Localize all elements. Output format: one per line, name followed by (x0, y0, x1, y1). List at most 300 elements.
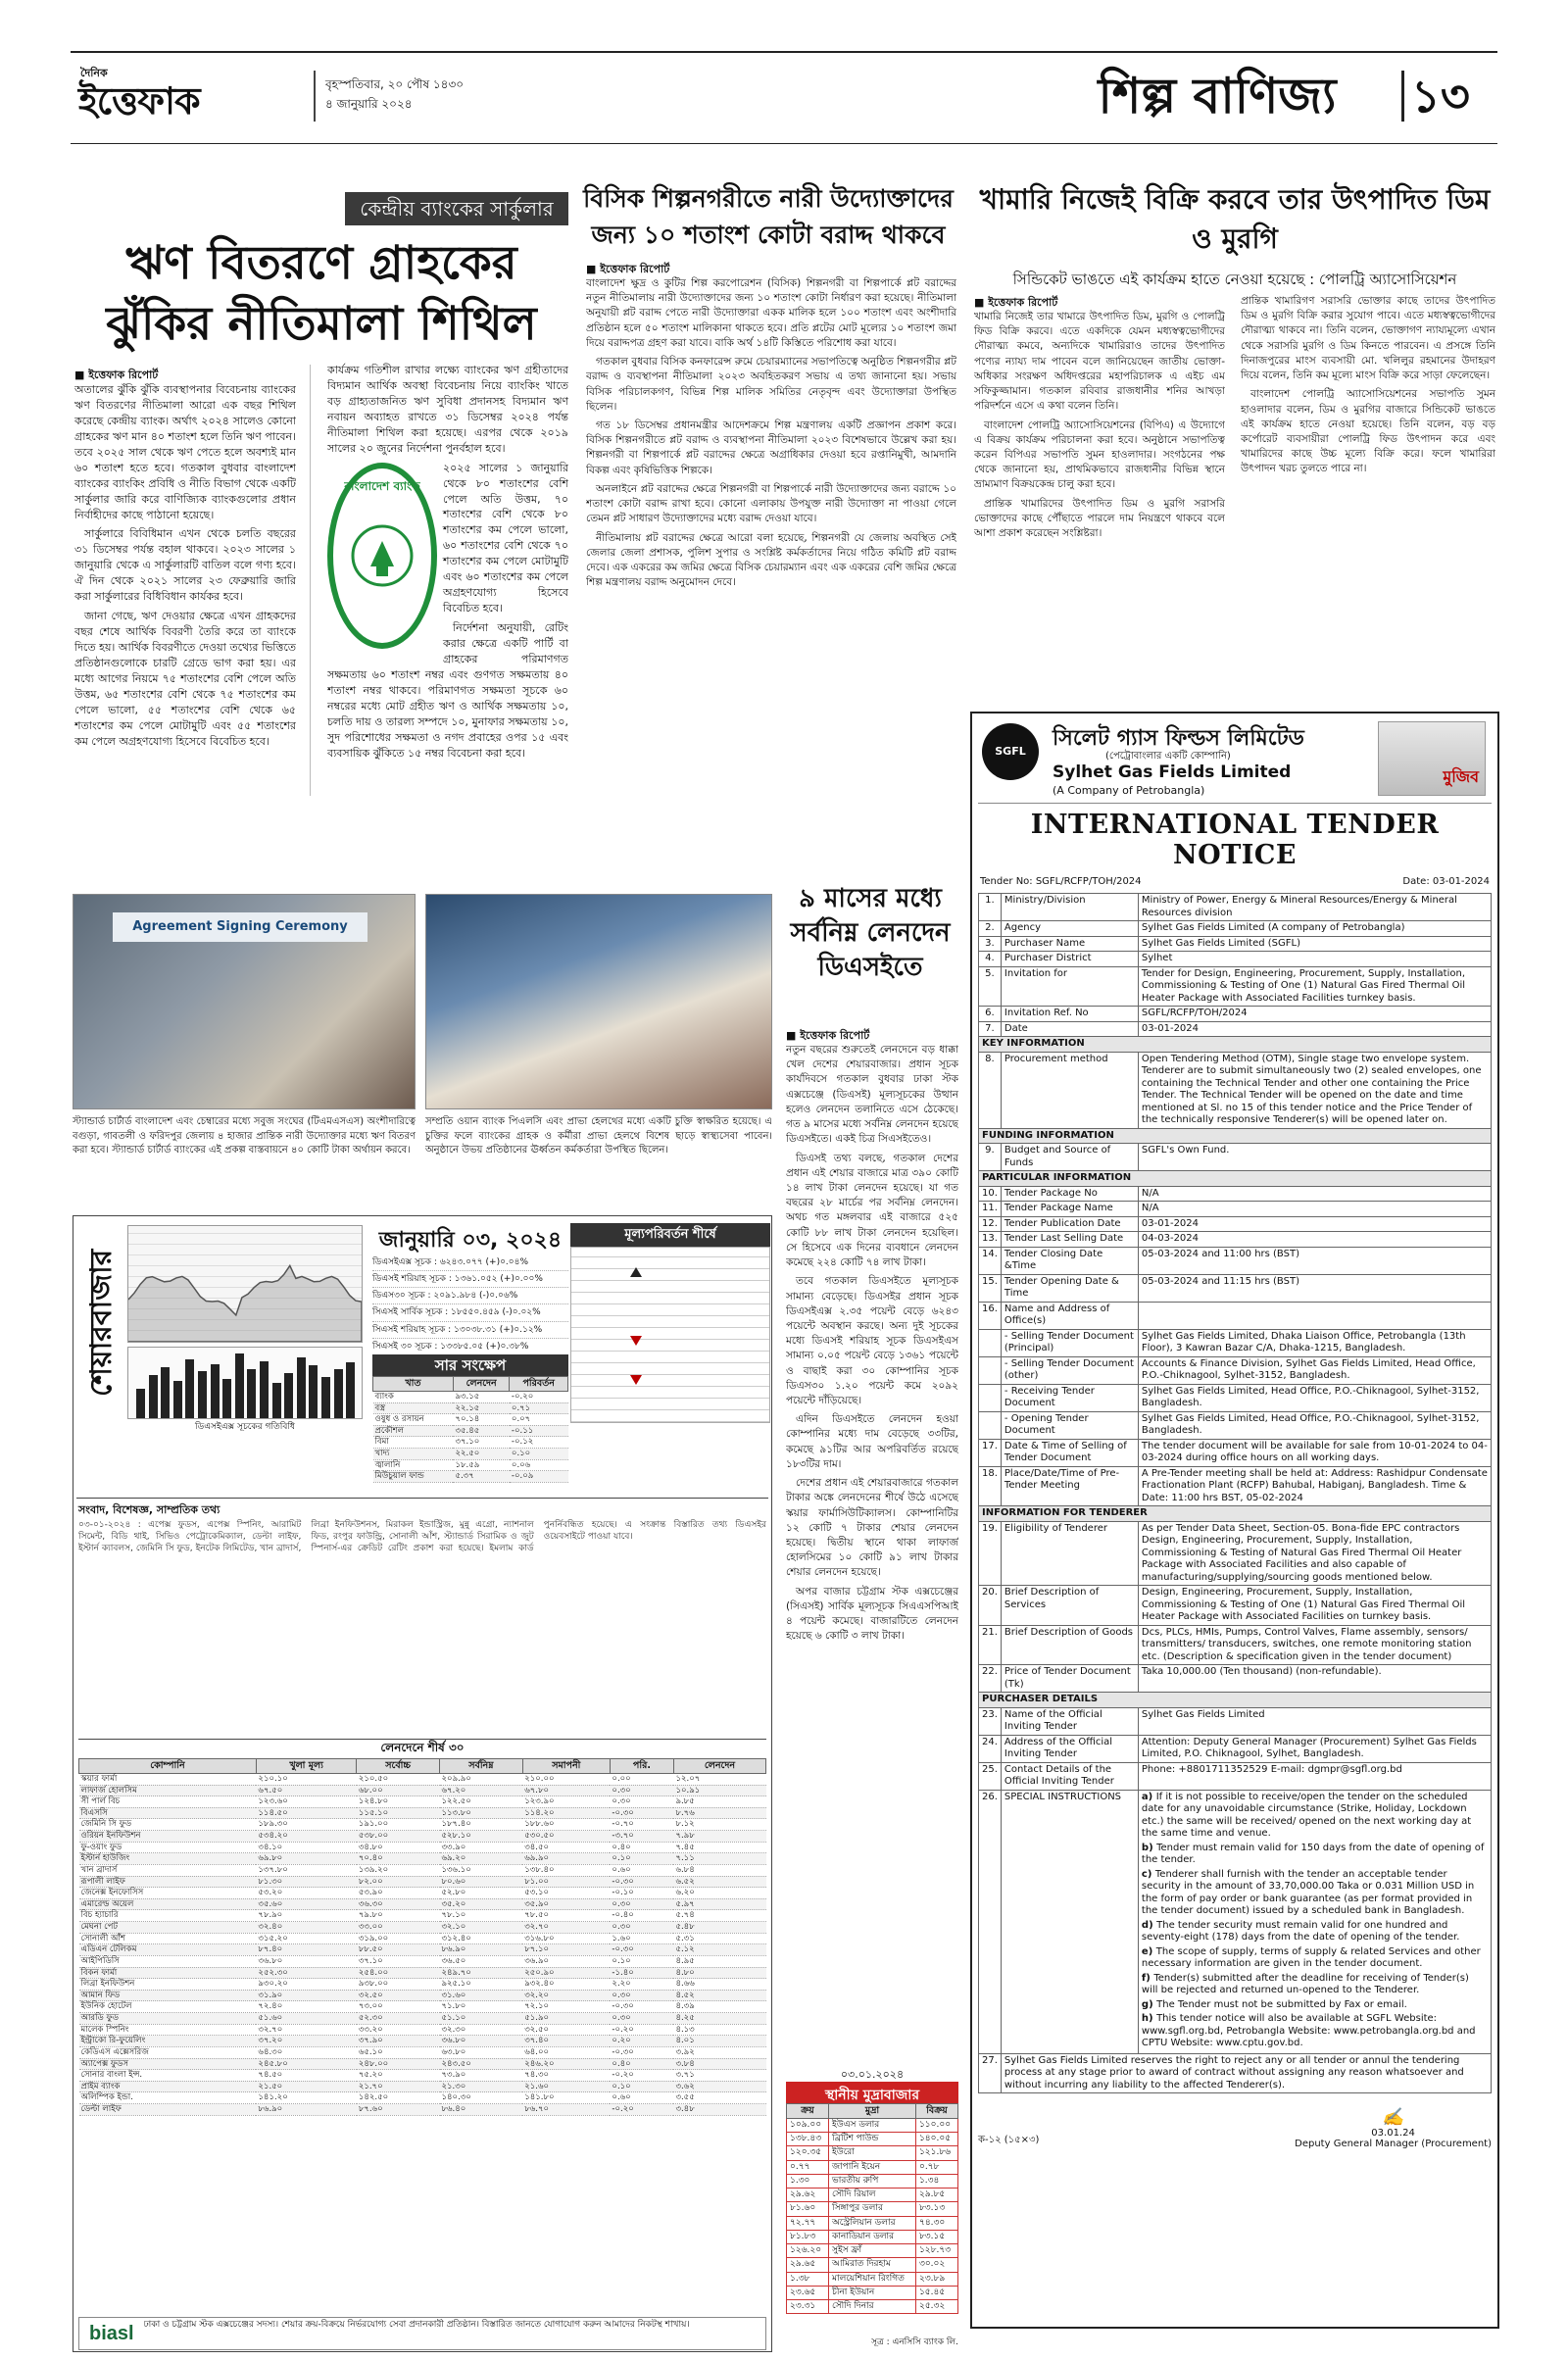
top30-cell: ৫১.৬০ (256, 2013, 356, 2025)
tender-row (979, 1735, 1492, 1762)
top30-cell: ০.৪০ (610, 1842, 673, 1853)
top30-cell: এমারেল্ড অয়েল (79, 1898, 257, 1910)
up-arrow-icon (630, 1267, 642, 1277)
top30-cell: ৩৫.২০ (440, 1898, 523, 1910)
top30-cell: বিচ হ্যাচারি (79, 1910, 257, 1922)
article2-para: গত ১৮ ডিসেম্বর প্রধানমন্ত্রীর আদেশক্রমে শিল্প মন্ত্রণালয় একটি প্রজ্ঞাপন প্রকাশ করে। বিসিক শিল্পনগরীতে প্লট বরাদ্দ ও ব্যবস্থাপনা নীতিমালা ২০২৩ বিশেষভাবে উল্লেখ করা হয়। শিল্পনগরী বা শিল্পপার্কে প্লট বরাদ্দের ক্ষেত্রে অগ্রাধিকার দেওয়া হবে রপ্তানিমুখী, আমদানি বিকল্প এবং কৃষিভিত্তিক শিল্পকে। (586, 418, 956, 476)
sector-cell: -০.১২ (510, 1437, 568, 1449)
table-row (79, 2024, 766, 2036)
top30-cell: ৩.৯২ (673, 2046, 765, 2058)
photo-one-bank (425, 894, 772, 1109)
top30-cell: ৬৯.৮০ (256, 1853, 356, 1865)
tender-row-value: Sylhet Gas Fields Limited (A company of Petrobangla) (1138, 921, 1491, 937)
currency-cell: অস্ট্রেলিয়ান ডলার (829, 2216, 916, 2230)
chart-caption: ডিএসইএক্স সূচকের গতিবিধি (195, 1422, 295, 1432)
dsex-volume-bars (127, 1347, 363, 1419)
sector-cell: ০.০৬ (510, 1459, 568, 1471)
sector-row (373, 1402, 568, 1414)
top30-cell: ১৪১.২০ (256, 2092, 356, 2104)
tender-row-number: 11. (979, 1202, 1002, 1217)
page-number: ১৩ (1411, 70, 1470, 123)
top30-cell: ৩২.৭০ (256, 2024, 356, 2036)
currency-cell: ১৫.৪৫ (915, 2286, 957, 2299)
biasl-logo: biasl (89, 2322, 134, 2344)
tender-row-value: Sylhet Gas Fields Limited (1138, 1707, 1491, 1735)
sector-row (373, 1459, 568, 1471)
tender-row (979, 1232, 1492, 1248)
currency-cell: ৮১.৮৩ (787, 2230, 829, 2243)
top30-cell: ৩২.৫০ (522, 2024, 610, 2036)
volume-bar (173, 1381, 182, 1418)
top30-cell: ০.০০ (610, 1773, 673, 1785)
special-instruction-text: Tender(s) submitted after the deadline for receiving of Tender(s) will be rejected and returned un-opened to the Tenderer. (1141, 1972, 1469, 1995)
sector-cell: বিমা (373, 1437, 454, 1449)
tender-row-number (979, 1329, 1002, 1356)
top30-cell: ১৯১.০০ (357, 1819, 440, 1831)
local-market-table (786, 2103, 958, 2335)
table-row (79, 1898, 766, 1910)
top30-cell: ০.৩০ (610, 1785, 673, 1796)
currency-row (787, 2160, 958, 2174)
tender-row-number: 3. (979, 936, 1002, 952)
currency-row (787, 2272, 958, 2286)
currency-cell: ব্রিটিশ পাউন্ড (829, 2133, 916, 2146)
dse-para: দেশের প্রধান এই শেয়ারবাজারে গতকাল টাকার অঙ্কে লেনদেনের শীর্ষে উঠে এসেছে স্কয়ার ফার্মাসিউটিক্যালস। কোম্পানিটির ১২ কোটি ৭ টাকার শেয়ার লেনদেন হয়েছে। দ্বিতীয় স্থানে থাকা লাফার্জ হোলসিমের ১০ কোটি ৯১ লাখ টাকার শেয়ার লেনদেন হয়েছে। (786, 1477, 958, 1579)
sector-cell: ৩৫.৪৫ (453, 1425, 509, 1437)
top30-cell: ৫.৭৪ (673, 1910, 765, 1922)
top30-cell: ৪.২৫ (673, 2013, 765, 2025)
volume-bar (149, 1375, 158, 1418)
top30-cell: ৩১.৬০ (440, 1990, 523, 2001)
tender-row-label: Contact Details of the Official Inviting Tender (1001, 1762, 1138, 1790)
top30-cell: ৩১৯.০০ (357, 1933, 440, 1944)
tender-row-value: The tender document will be available for sale from 10-01-2024 to 04-03-2024 during office hours on all working days. (1138, 1439, 1491, 1466)
sector-cell: মিউচুয়াল ফান্ড (373, 1471, 454, 1483)
special-instruction-key: d) (1141, 1919, 1157, 1931)
table-row (79, 2001, 766, 2013)
tender-row-value: 03-01-2024 (1138, 1216, 1491, 1232)
article2-para: নীতিমালায় প্লট বরাদ্দের ক্ষেত্রে আরো বলা হয়েছে, শিল্পনগরী যে জেলায় অবস্থিত সেই জেলার জেলা প্রশাসক, পুলিশ সুপার ও সংশ্লিষ্ট কর্মকর্তাদের নিয়ে গঠিত কমিটি প্লট বরাদ্দ দেবে। এক একরের কম জমির ক্ষেত্রে বিসিক চেয়ারম্যান এবং এক একরের বেশি জমির ক্ষেত্রে শিল্প মন্ত্রণালয় বরাদ্দ অনুমোদন দেবে। (586, 531, 956, 589)
currency-cell: ২৯.৬২ (787, 2189, 829, 2202)
tender-row (979, 1411, 1492, 1439)
special-instruction (1142, 1792, 1488, 1841)
mujib-emblem (1378, 721, 1486, 796)
article3-para: খামারি নিজেই তার খামারে উৎপাদিত ডিম, মুরগি ও পোলট্রি ফিড বিক্রি করবে। এতে একদিকে যেমন মধ্যস্বত্বভোগীদের দৌরাত্ম্য কমবে, অন্যদিকে খামারিরাও তাদের উৎপাদিত পণ্যের ন্যায্য দাম পাবেন বলে জানিয়েছেন জাতীয় ভোক্তা-অধিকার সংরক্ষণ অধিদপ্তরের মহাপরিচালক এ এইচ এম সফিকুজ্জামান। গতকাল রবিবার রাজধানীর শনির আখড়া পরিদর্শনে এসে এ কথা বলেন তিনি। (974, 311, 1225, 413)
tender-row-label: Budget and Source of Funds (1001, 1144, 1138, 1171)
sector-header-cell: লেনদেন (453, 1377, 509, 1392)
article1-col1 (74, 382, 296, 804)
company-sub-bn: (পেট্রোবাংলার একটি কোম্পানি) (1105, 751, 1231, 762)
currency-cell: ১৪০.০৫ (915, 2133, 957, 2146)
top30-cell: ৫৩০.৫০ (522, 1831, 610, 1843)
currency-row (787, 2258, 958, 2272)
sector-row (373, 1449, 568, 1460)
tender-row (979, 1625, 1492, 1665)
tender-section (979, 1506, 1492, 1522)
index-row: ডিএসই শরিয়াহ সূচক : ১৩৬১.০৫২ (+)০.০০% (372, 1271, 568, 1288)
table-row (79, 1807, 766, 1819)
dse-para: ডিএসই তথ্য বলছে, গতকাল দেশের প্রধান এই শেয়ার বাজারে মাত্র ৩৯০ কোটি ১৪ লাখ টাকা লেনদেন হয়েছে। যা গত বছরের ২৮ মার্চের পর সর্বনিম্ন লেনদেন। অথচ গত মঙ্গলবার এই বাজারে ৫২৫ কোটি ৮৮ লাখ টাকা লেনদেন হয়েছিল। সে হিসেবে এক দিনের ব্যবধানে লেনদেন কমেছে ২২৪ কোটি ৭৪ লাখ টাকা। (786, 1152, 958, 1269)
market-rule (76, 1498, 768, 1499)
tender-row-number: 26. (979, 1790, 1002, 2053)
table-row (79, 1990, 766, 2001)
logo-small: দৈনিক (80, 67, 108, 79)
volume-bar (334, 1369, 343, 1418)
top30-cell: ৮৬.৪০ (440, 2104, 523, 2116)
top30-cell: ০.১০ (610, 2081, 673, 2092)
top30-cell: ৩৭.২০ (256, 2036, 356, 2047)
top30-cell: ০.১০ (610, 1853, 673, 1865)
tender-table (978, 893, 1492, 2093)
top30-cell: ৩৪.৫০ (522, 1842, 610, 1853)
currency-row (787, 2174, 958, 2188)
top30-cell: ৩৫.৬০ (256, 1898, 356, 1910)
top30-cell: ৩২.৫০ (357, 1990, 440, 2001)
currency-row (787, 2216, 958, 2230)
tender-row-value (1138, 1302, 1491, 1329)
top30-cell: ফু-ওয়াং ফুড (79, 1842, 257, 1853)
top30-cell: ৯৩৮.০০ (357, 1979, 440, 1991)
sector-cell: খাদ্য (373, 1449, 454, 1460)
top30-cell: ৬৯.৯০ (522, 1853, 610, 1865)
top30-cell: ইস্টার্ন হাউজিং (79, 1853, 257, 1865)
top30-cell: ৭৪.৫০ (256, 2070, 356, 2082)
top30-cell: ২৪৩.৫০ (440, 2058, 523, 2070)
sector-cell: ওষুধ ও রসায়ন (373, 1414, 454, 1426)
special-instruction-text: The Tender must not be submitted by Fax or email. (1156, 1998, 1407, 2010)
top30-cell: ৬.৫২ (673, 1876, 765, 1888)
special-instruction-key: e) (1141, 1945, 1156, 1957)
tender-row-number: 18. (979, 1466, 1002, 1506)
top30-cell: ৮১.০০ (522, 1876, 610, 1888)
top30-cell: ৮৬.৯০ (440, 1944, 523, 1956)
currency-row (787, 2189, 958, 2202)
section-title: শিল্প বাণিজ্য (1098, 68, 1337, 124)
top30-cell: বিকন ফার্মা (79, 1967, 257, 1979)
tender-row-label: Invitation for (1001, 966, 1138, 1007)
tender-row-label: Tender Opening Date & Time (1001, 1274, 1138, 1302)
sgfl-logo: SGFL (982, 723, 1039, 780)
top30-header-cell: কোম্পানি (79, 1759, 257, 1774)
top30-header-cell: সমাপনী (522, 1759, 610, 1774)
table-row (79, 1842, 766, 1853)
tender-row-value: SGFL's Own Fund. (1138, 1144, 1491, 1171)
top30-cell: ৭৯.৮০ (357, 1910, 440, 1922)
top30-cell: ৩৬.৫০ (440, 1955, 523, 1967)
top30-cell: ২১০.১০ (256, 1773, 356, 1785)
top30-header-cell: সর্বোচ্চ (357, 1759, 440, 1774)
tender-row (979, 1439, 1492, 1466)
currency-cell: ১২৬.২০ (787, 2244, 829, 2258)
top30-cell: ২৫২.৩০ (256, 1967, 356, 1979)
top30-cell: ৫৩.১০ (522, 1888, 610, 1899)
top30-cell: ৩১২.৪০ (440, 1933, 523, 1944)
tender-row-label: Brief Description of Goods (1001, 1625, 1138, 1665)
sector-cell: ব্যাংক (373, 1391, 454, 1402)
tender-row-number: 17. (979, 1439, 1002, 1466)
table-row (79, 1888, 766, 1899)
top30-cell: ১৩৬.১০ (440, 1864, 523, 1876)
tender-row-number: 7. (979, 1021, 1002, 1037)
summary-title: সার সংক্ষেপ (372, 1354, 568, 1379)
tender-row-number: 24. (979, 1735, 1002, 1762)
index-row: ডিএসইএক্স সূচক : ৬২৪৩.০৭৭ (+)০.০৪% (372, 1254, 568, 1271)
top30-cell: ৩১৬.৮০ (522, 1933, 610, 1944)
tender-row (979, 1384, 1492, 1411)
top30-cell: ৬৮.০০ (357, 1785, 440, 1796)
tender-row (979, 1247, 1492, 1274)
top30-cell: ১১৪.২০ (522, 1807, 610, 1819)
sector-cell: প্রকৌশল (373, 1425, 454, 1437)
dsex-line-svg (128, 1226, 362, 1342)
currency-cell: ১১০.০০ (915, 2118, 957, 2132)
top30-cell: ৫.৯৭ (673, 1898, 765, 1910)
price-change-table (570, 1247, 770, 1423)
table-row (79, 1796, 766, 1808)
top30-cell: ৫১.১০ (440, 2013, 523, 2025)
top30-cell: ৪.৫২ (673, 1990, 765, 2001)
tender-row-value: Sylhet Gas Fields Limited (SGFL) (1138, 936, 1491, 952)
tender-row (979, 1329, 1492, 1356)
tender-row-number (979, 1356, 1002, 1384)
tender-row (979, 966, 1492, 1007)
top30-cell: সী পার্ল বিচ (79, 1796, 257, 1808)
top30-cell: ২৪৬.২০ (522, 2058, 610, 2070)
top30-cell: ১১৪.৫০ (256, 1807, 356, 1819)
top30-cell: ২৫০.৯০ (522, 1967, 610, 1979)
top30-cell: ৩২.১০ (440, 1922, 523, 1934)
top30-cell: -০.২০ (610, 2070, 673, 2082)
currency-cell: ২৩.৮৯ (915, 2272, 957, 2286)
sector-cell: ০.৭১ (510, 1402, 568, 1414)
currency-row (787, 2230, 958, 2243)
top30-cell: ৩৭.৪০ (522, 2036, 610, 2047)
top30-cell: ১৮৯.৩০ (256, 1819, 356, 1831)
volume-bar (198, 1371, 207, 1418)
tender-section-title: KEY INFORMATION (979, 1037, 1492, 1053)
tender-special-title: SPECIAL INSTRUCTIONS (1001, 1790, 1138, 2053)
tender-row (979, 894, 1492, 921)
top30-cell: ৩.৮৪ (673, 2058, 765, 2070)
tender-row-label: Purchaser District (1001, 952, 1138, 967)
table-row (79, 2070, 766, 2082)
top30-cell: ৮৭.১০ (522, 1944, 610, 1956)
sector-row (373, 1414, 568, 1426)
local-market-title: স্থানীয় মুদ্রাবাজার (786, 2082, 958, 2109)
table-row (79, 1853, 766, 1865)
top30-cell: ডেল্টা লাইফ (79, 2104, 257, 2116)
article1-headline: ঋণ বিতরণে গ্রাহকের ঝুঁকির নীতিমালা শিথিল (106, 236, 537, 351)
special-instruction (1142, 1973, 1488, 1997)
tender-row (979, 1052, 1492, 1128)
top30-cell: লিব্রা ইনফিউশন (79, 1979, 257, 1991)
tender-row-number: 23. (979, 1707, 1002, 1735)
top30-cell: ৮০.৬০ (440, 1876, 523, 1888)
article3-para: বাংলাদেশ পোলট্রি অ্যাসোসিয়েশনের (বিপিএ) এ উদ্যোগে এ বিক্রয় কার্যক্রম পরিচালনা করা হবে। অনুষ্ঠানে সভাপতিত্ব করেন বিপিএর সভাপতি সুমন হাওলাদার। সংগঠনের পক্ষ থেকে জানানো হয়, প্রাথমিকভাবে রাজধানীর বিভিন্ন স্থানে ভ্রাম্যমাণ বিক্রয়কেন্দ্র চালু করা হবে। (974, 418, 1225, 491)
currency-cell: ২৯.৬৫ (787, 2258, 829, 2272)
tender-row (979, 1021, 1492, 1037)
top30-cell: ৮২.০০ (357, 1876, 440, 1888)
tender-row-label: Purchaser Name (1001, 936, 1138, 952)
top30-cell: ৩২.৩০ (440, 2024, 523, 2036)
tender-row (979, 1144, 1492, 1171)
tender-row-number: 20. (979, 1586, 1002, 1626)
tender-row-label: - Opening Tender Document (1001, 1411, 1138, 1439)
tender-date: Date: 03-01-2024 (1402, 876, 1490, 887)
top30-cell: ৭৩.০০ (357, 2001, 440, 2013)
sector-cell: ১৮.৫৯ (453, 1459, 509, 1471)
top30-cell: ৮৬.৯০ (256, 2104, 356, 2116)
local-header-cell: ক্রয় (787, 2104, 829, 2119)
masthead-date (325, 74, 464, 115)
sector-cell: -০.২০ (510, 1391, 568, 1402)
sector-row (373, 1437, 568, 1449)
table-row (79, 1819, 766, 1831)
volume-bar (272, 1383, 281, 1418)
tender-row-label: Tender Package No (1001, 1186, 1138, 1202)
top30-cell: -০.৪০ (610, 1910, 673, 1922)
price-change-arrows (571, 1248, 769, 1422)
company-sub-en: (A Company of Petrobangla) (1053, 784, 1205, 797)
top30-cell: ৩৫.৯০ (522, 1898, 610, 1910)
top30-cell: ৩২.২০ (522, 1990, 610, 2001)
tender-row-number: 6. (979, 1007, 1002, 1022)
table-row (79, 1773, 766, 1785)
top30-cell: ৩৬.৮০ (256, 1955, 356, 1967)
tender-row-number: 8. (979, 1052, 1002, 1128)
tender-row (979, 921, 1492, 937)
top30-cell: ৬৭.৮০ (522, 1785, 610, 1796)
top30-cell: -০.২০ (610, 2104, 673, 2116)
top30-cell: ৩৭.১০ (357, 1955, 440, 1967)
volume-bar (309, 1365, 318, 1418)
tender-row-value: N/A (1138, 1202, 1491, 1217)
sector-cell: ২২.৫০ (453, 1449, 509, 1460)
signature-mark: ✍ (1382, 2107, 1404, 2128)
top30-cell: ০.১০ (610, 1955, 673, 1967)
top30-cell: ৯২৫.১০ (440, 1979, 523, 1991)
article2-headline: বিসিক শিল্পনগরীতে নারী উদ্যোক্তাদের জন্য ১০ শতাংশ কোটা বরাদ্দ থাকবে (583, 184, 954, 249)
currency-cell: ১২১.৮৬ (915, 2146, 957, 2160)
special-instruction (1142, 1999, 1488, 2012)
article3-para: প্রান্তিক খামারিদের উৎপাদিত ডিম ও মুরগি সরাসরি ভোক্তাদের কাছে পৌঁছাতে পারলে দাম নিয়ন্ত্রণে থাকবে বলে আশা প্রকাশ করেছেন সংশ্লিষ্টরা। (974, 497, 1225, 540)
top30-cell: ৬৩.৮০ (440, 2046, 523, 2058)
tender-row-number: 25. (979, 1762, 1002, 1790)
sector-cell: ০.০৭ (510, 1414, 568, 1426)
tender-row-label: Date (1001, 1021, 1138, 1037)
top30-cell: ৩৬.৩০ (357, 1898, 440, 1910)
dse-para: অপর বাজার চট্টগ্রাম স্টক এক্সচেঞ্জের (সিএসই) সার্বিক মূল্যসূচক সিএএসপিআই ৪ পয়েন্ট কমেছে। বাজারটিতে লেনদেন হয়েছে ৬ কোটি ৩ লাখ টাকা। (786, 1585, 958, 1643)
special-instruction-text: Tenderer shall furnish with the tender an acceptable tender security in the amount of 33,70,000.00 Taka or 0.031 Million USD in the form of pay order or bank guarantee (as per format provided in the tender document) issued by a scheduled bank in Bangladesh. (1141, 1868, 1475, 1916)
tender-row-label: Price of Tender Document (Tk) (1001, 1665, 1138, 1693)
article1-para: নির্দেশনা অনুযায়ী, রেটিং করার ক্ষেত্রে একটি পার্টি বা গ্রাহকের পরিমাণগত সক্ষমতায় ৬০ শতাংশ নম্বর এবং গুণগত সক্ষমতায় ৪০ শতাংশ নম্বর থাকবে। পরিমাণগত সক্ষমতা সূচকে ৬০ নম্বরের মধ্যে মোট গ্রহীত ঋণ ও আর্থিক সক্ষমতায় ১০, চলতি দায় ও তারল্য সম্পদে ১০, মুনাফার সক্ষমতায় ১০, সুদ পরিশোধের সক্ষমতা ও নগদ প্রবাহের ওপর ১৫ এবং ব্যবসায়িক ঝুঁকিতে ১৫ নম্বর বিবেচনা করা হবে। (327, 621, 568, 760)
top30-cell: ৭৫.২০ (357, 2070, 440, 2082)
tender-row (979, 1707, 1492, 1735)
tender-row-number: 13. (979, 1232, 1002, 1248)
article1-para: ২০২৫ সালের ১ জানুয়ারি থেকে ৮০ শতাংশের বেশি পেলে অতি উত্তম, ৭০ শতাংশের বেশি থেকে ৮০ শতাংশের কম পেলে ভালো, ৬০ শতাংশের বেশি থেকে ৭০ শতাংশের কম পেলে মোটামুটি এবং ৬০ শতাংশের কম পেলে অগ্রহণযোগ্য হিসেবে বিবেচিত হবে। (443, 461, 568, 615)
top30-cell: ০.৪০ (610, 2058, 673, 2070)
special-instruction-text: If it is not possible to receive/open the tender on the scheduled date for any unavoidable circumstance (Strike, Holiday, Lockdown etc.) the same will be received/ opened on the next working day at the same time and venue. (1141, 1791, 1472, 1839)
top30-cell: ইউনিক হোটেল (79, 2001, 257, 2013)
table-row (79, 1979, 766, 1991)
currency-cell: ১২০.৩৫ (787, 2146, 829, 2160)
top30-cell: ৫.১২ (673, 1944, 765, 1956)
top30-cell: ৬.২০ (673, 1888, 765, 1899)
top30-cell: ৯৩২.৪০ (522, 1979, 610, 1991)
tender-row-value: Attention: Deputy General Manager (Procurement) Sylhet Gas Fields Limited, P.O. Chiknagool, Sylhet, Bangladesh. (1138, 1735, 1491, 1762)
sector-row (373, 1471, 568, 1483)
volume-bar (247, 1369, 256, 1418)
market-label: শেয়ারবাজার (84, 1249, 119, 1398)
special-instruction-key: h) (1141, 2013, 1157, 2024)
article3-col1 (974, 310, 1225, 702)
tender-row-value: 03-01-2024 (1138, 1021, 1491, 1037)
top30-cell: ৬৪.৩০ (256, 2046, 356, 2058)
top30-cell: ১২২.৫০ (440, 1796, 523, 1808)
tender-row (979, 2053, 1492, 2093)
tender-row (979, 1356, 1492, 1384)
special-instruction (1142, 1946, 1488, 1971)
top30-cell: ১১৫.১০ (357, 1807, 440, 1819)
tender-row (979, 1762, 1492, 1790)
tender-row (979, 1186, 1492, 1202)
currency-cell: ১০৯.০০ (787, 2118, 829, 2132)
top30-cell: ১৪২.৫০ (357, 2092, 440, 2104)
dse-para: তবে গতকাল ডিএসইতে মূল্যসূচক সামান্য বেড়েছে। ডিএসইর প্রধান সূচক ডিএসইএক্স ২.৩৫ পয়েন্ট বেড়ে ৬২৪৩ পয়েন্টে অবস্থান করছে। অন্য দুই সূচকের মধ্যে ডিএসই শরিয়াহ সূচক ডিএসইএস সামান্য ০.০৫ পয়েন্ট বেড়ে ১৩৬১ পয়েন্টে ও বাছাই করা ৩০ কোম্পানির সূচক ডিএস৩০ ১.২০ পয়েন্ট কমে ২০৯২ পয়েন্টে দাঁড়িয়েছে। (786, 1275, 958, 1407)
special-instruction-text: The tender security must remain valid for one hundred and seventy-eight (178) days from the date of opening of the tender. (1141, 1919, 1460, 1943)
special-instruction-text: This tender notice will also be available at SGFL Website: www.sgfl.org.bd, Petrobangla Website: www.petrobangla.org.bd and CPTU Website: www.cptu.gov.bd. (1141, 2013, 1476, 2048)
table-row (79, 2058, 766, 2070)
tender-section-title: PURCHASER DETAILS (979, 1693, 1492, 1708)
index-row: সিএসই শরিয়াহ সূচক : ১৩০৩৮.৩১ (+)০.১২% (372, 1322, 568, 1339)
currency-cell: ইউএস ডলার (829, 2118, 916, 2132)
tender-row-value: Sylhet Gas Fields Limited, Head Office, P.O.-Chiknagool, Sylhet-3152, Bangladesh. (1138, 1384, 1491, 1411)
sector-cell: ০.১০ (510, 1449, 568, 1460)
tender-row-label: Date & Time of Selling of Tender Document (1001, 1439, 1138, 1466)
top30-cell: ২১.৭০ (357, 2081, 440, 2092)
tender-row-label: Brief Description of Services (1001, 1586, 1138, 1626)
top30-cell: ১৪০.৩০ (440, 2092, 523, 2104)
photo-caption-2: সম্প্রতি ওয়ান ব্যাংক পিএলসি এবং প্রাভা হেলথের মধ্যে একটি চুক্তি স্বাক্ষরিত হয়েছে। এ চুক্তির ফলে ব্যাংকের গ্রাহক ও কর্মীরা প্রাভা হেলথে বিশেষ ছাড়ে স্বাস্থ্যসেবা পাবেন। অনুষ্ঠানে উভয় প্রতিষ্ঠানের ঊর্ধ্বতন কর্মকর্তারা উপস্থিত ছিলেন। (425, 1116, 772, 1156)
tender-row (979, 1216, 1492, 1232)
top30-cell: ৭২.৪০ (256, 2001, 356, 2013)
date-line-1: বৃহস্পতিবার, ২০ পৌষ ১৪৩০ (325, 77, 465, 91)
sector-cell: -০.০৯ (510, 1471, 568, 1483)
special-instruction-key: a) (1141, 1791, 1156, 1802)
tender-row (979, 1586, 1492, 1626)
table-row (79, 1967, 766, 1979)
sector-header-cell: পরিবর্তন (510, 1377, 568, 1392)
special-instruction-key: g) (1141, 1998, 1157, 2010)
currency-cell: চীনা ইউয়ান (829, 2286, 916, 2299)
top30-cell: ০.৩০ (610, 1898, 673, 1910)
top30-cell: ৪.০১ (673, 2036, 765, 2047)
top30-header-cell: সর্বনিম্ন (440, 1759, 523, 1774)
currency-row (787, 2300, 958, 2314)
tender-header (978, 719, 1492, 804)
top30-cell: ১২৩.৬০ (256, 1796, 356, 1808)
top30-cell: ১.৬০ (610, 1933, 673, 1944)
local-market-source: সূত্র : এনসিসি ব্যাংক লি. (871, 2337, 958, 2347)
top30-cell: জেমিনি সি ফুড (79, 1819, 257, 1831)
volume-bar (260, 1361, 269, 1418)
top30-cell: ৮৮.৫০ (357, 1944, 440, 1956)
special-instruction (1142, 1869, 1488, 1918)
tender-row-value: 05-03-2024 and 11:15 hrs (BST) (1138, 1274, 1491, 1302)
tender-row (979, 1202, 1492, 1217)
tender-row-label: - Selling Tender Document (other) (1001, 1356, 1138, 1384)
index-list (372, 1254, 568, 1355)
